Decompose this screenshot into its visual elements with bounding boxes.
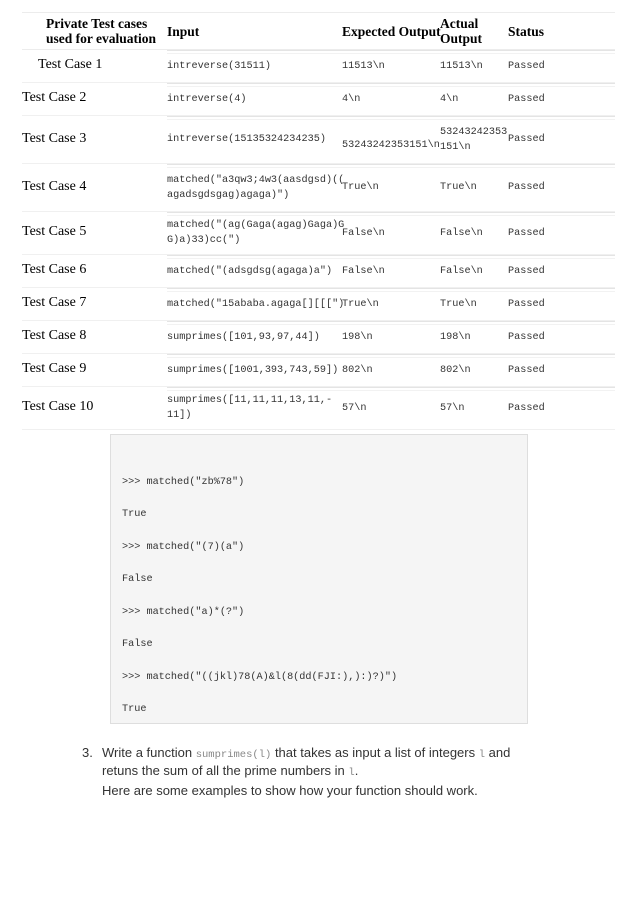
row-divider [167, 212, 615, 216]
test-case-name: Test Case 8 [22, 328, 87, 343]
code-example-block [110, 434, 528, 724]
expected-cell: False\n [342, 227, 385, 239]
actual-cell: True\n [440, 182, 477, 193]
input-cell: intreverse(31511) [167, 60, 271, 72]
code-line: >>> matched("((jkl)78(A)&l(8(dd(FJI:),):)?)") [122, 672, 398, 683]
q-text-5: . [354, 763, 359, 778]
expected-cell: 802\n [342, 364, 373, 376]
table-row [22, 354, 615, 387]
question-line-1 [102, 745, 510, 761]
q-code-sumprimes: sumprimes(l) [195, 749, 272, 761]
status-cell: Passed [508, 298, 545, 310]
table-row [22, 83, 615, 116]
test-results-table [22, 12, 615, 430]
expected-cell: False\n [342, 265, 385, 277]
status-cell: Passed [508, 134, 545, 145]
table-row [22, 288, 615, 321]
question-line-2 [102, 763, 358, 779]
row-divider [167, 387, 615, 391]
actual-cell: 4\n [440, 93, 459, 105]
q-text-1: Write a function [102, 745, 196, 760]
row-divider [167, 321, 615, 325]
row-divider [167, 83, 615, 87]
row-divider [167, 288, 615, 292]
table-row [22, 116, 615, 164]
input-cell: intreverse(4) [167, 93, 247, 105]
actual-cell: True\n [440, 298, 477, 310]
code-line: True [122, 704, 147, 715]
status-cell: Passed [508, 227, 545, 239]
q-text-2: that takes as input a list of integers [271, 745, 479, 760]
row-divider [167, 255, 615, 259]
input-cell: matched("a3qw3;4w3(aasdgsd)(( [167, 174, 345, 186]
input-cell: G)a)33)cc(") [167, 235, 241, 246]
q-code-l2: l [348, 767, 355, 779]
header-actual-line2: Output [440, 31, 483, 46]
header-test-case [46, 16, 156, 46]
table-body [22, 50, 615, 430]
table-row [22, 164, 615, 212]
status-cell: Passed [508, 93, 545, 105]
status-cell: Passed [508, 364, 545, 376]
table-row [22, 212, 615, 255]
actual-cell: 53243242353 [440, 126, 508, 138]
input-cell: 11]) [167, 410, 192, 421]
input-cell: sumprimes([11,11,11,13,11,- [167, 395, 333, 406]
input-cell: sumprimes([101,93,97,44]) [167, 331, 320, 343]
q-text-4: retuns the sum of all the prime numbers in [102, 763, 349, 778]
test-case-name: Test Case 10 [22, 399, 94, 414]
row-divider [167, 354, 615, 358]
header-input: Input [167, 24, 200, 39]
table-row [22, 255, 615, 288]
input-cell: intreverse(15135324234235) [167, 134, 326, 145]
header-status: Status [508, 24, 545, 39]
expected-cell: True\n [342, 298, 379, 310]
actual-cell: False\n [440, 227, 483, 239]
test-case-name: Test Case 1 [38, 57, 103, 72]
header-case-line2: used for evaluation [46, 31, 157, 46]
question-number: 3. [82, 745, 93, 760]
actual-cell: 57\n [440, 402, 465, 414]
code-line: >>> matched("zb%78") [122, 477, 245, 488]
status-cell: Passed [508, 60, 545, 72]
input-cell: agadsgdsgag)agaga)") [167, 189, 290, 201]
input-cell: matched("15ababa.agaga[][[[") [167, 298, 345, 310]
test-case-name: Test Case 5 [22, 224, 87, 239]
status-cell: Passed [508, 265, 545, 277]
q-code-l: l [478, 749, 486, 761]
actual-cell: 11513\n [440, 60, 483, 72]
test-case-name: Test Case 4 [22, 178, 87, 194]
status-cell: Passed [508, 182, 545, 193]
question-line-3: Here are some examples to show how your function should work. [102, 783, 478, 798]
actual-cell: 151\n [440, 141, 471, 153]
input-cell: matched("(ag(Gaga(agag)Gaga)G [167, 220, 345, 231]
row-divider [167, 116, 615, 120]
code-line: >>> matched("(7)(a") [122, 542, 245, 553]
table-row [22, 50, 615, 83]
actual-cell: False\n [440, 265, 483, 277]
actual-cell: 198\n [440, 331, 471, 343]
expected-cell: 57\n [342, 402, 367, 414]
header-actual-line1: Actual [440, 16, 479, 31]
test-case-name: Test Case 7 [22, 295, 87, 310]
row-divider [167, 164, 615, 168]
expected-cell: 11513\n [342, 60, 385, 72]
input-cell: sumprimes([1001,393,743,59]) [167, 364, 339, 376]
expected-cell: 198\n [342, 331, 373, 343]
code-line: False [122, 574, 153, 585]
table-row [22, 321, 615, 354]
actual-cell: 802\n [440, 364, 471, 376]
test-case-name: Test Case 9 [22, 361, 87, 376]
header-actual [440, 16, 482, 46]
table-header [22, 12, 615, 50]
status-cell: Passed [508, 331, 545, 343]
input-cell: matched("(adsgdsg(agaga)a") [167, 265, 333, 277]
expected-cell: 4\n [342, 93, 361, 105]
status-cell: Passed [508, 402, 545, 414]
test-case-name: Test Case 6 [22, 262, 87, 277]
test-case-name: Test Case 3 [22, 130, 87, 146]
header-case-line1: Private Test cases [46, 16, 148, 31]
table-row [22, 387, 615, 430]
header-expected: Expected Output [342, 24, 441, 39]
code-line: False [122, 639, 153, 650]
expected-cell: 53243242353151\n [342, 140, 440, 151]
q-text-3: and [485, 745, 511, 760]
expected-cell: True\n [342, 182, 379, 193]
test-case-name: Test Case 2 [22, 90, 87, 105]
code-line: >>> matched("a)*(?") [122, 607, 245, 618]
code-line: True [122, 509, 147, 520]
row-divider [167, 50, 615, 54]
